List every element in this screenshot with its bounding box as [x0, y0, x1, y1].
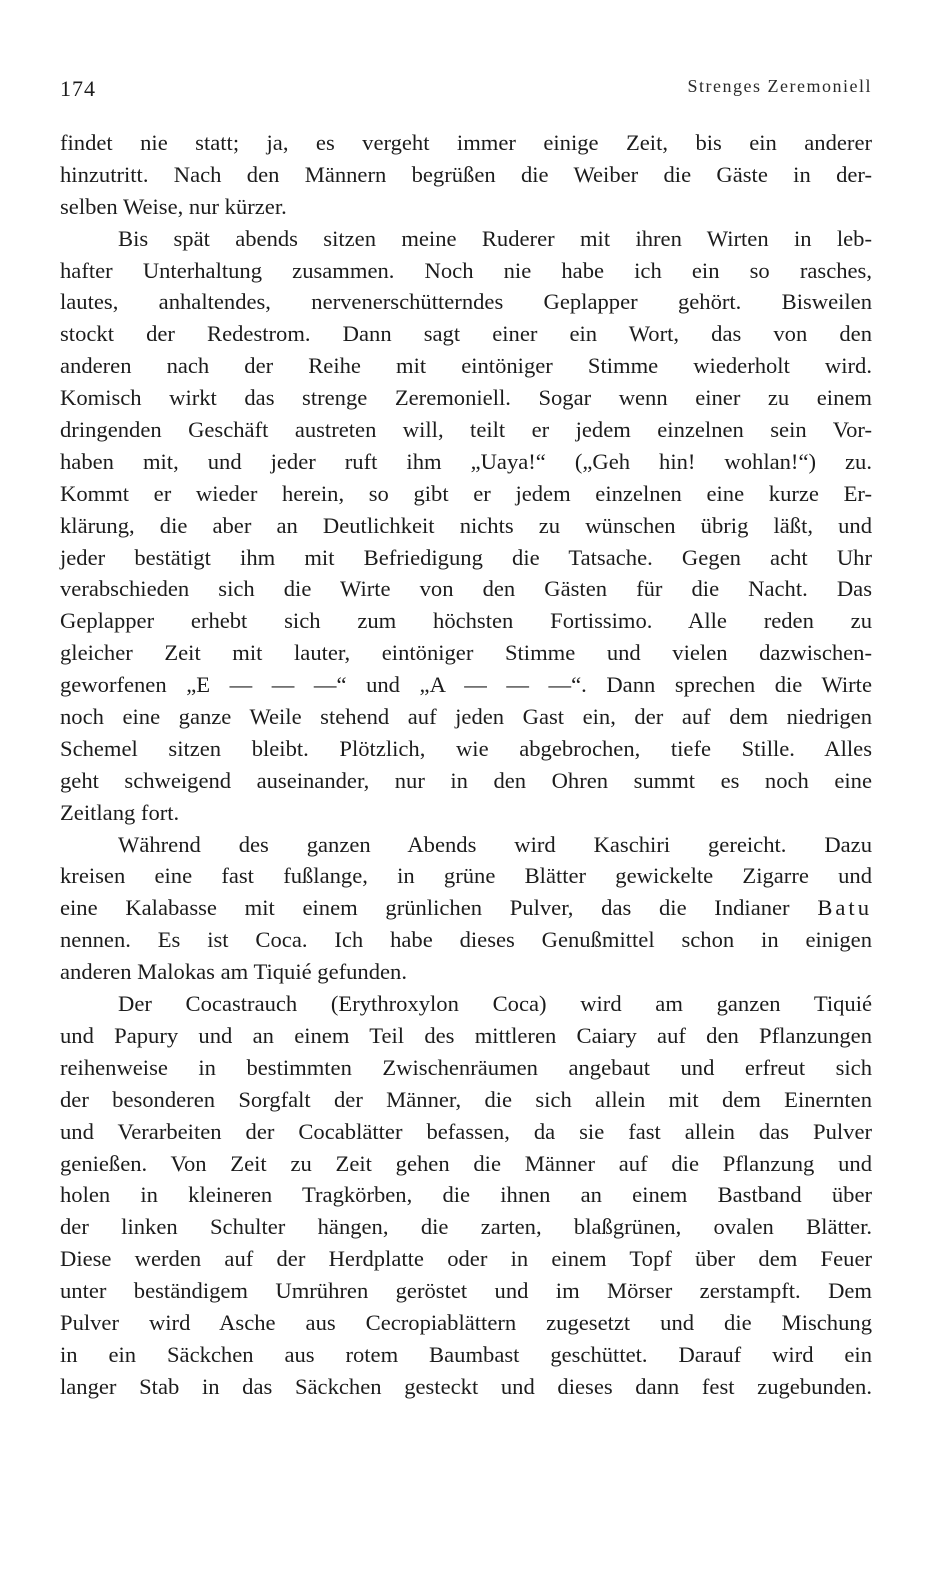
text-line: hafter Unterhaltung zusammen. Noch nie habe ich ein so rasches,	[60, 257, 872, 283]
text-line: Der Cocastrauch (Erythroxylon Coca) wird am ganzen Tiquié	[118, 991, 872, 1017]
text-line: der besonderen Sorgfalt der Männer, die sich allein mit dem Einernten	[60, 1086, 872, 1112]
text-line: findet nie statt; ja, es vergeht immer einige Zeit, bis ein anderer	[60, 130, 872, 155]
text-line: jeder bestätigt ihm mit Befriedigung die Tatsache. Gegen acht Uhr	[60, 544, 872, 570]
text-line: Pulver wird Asche aus Cecropiablättern zugesetzt und die Mischung	[60, 1309, 872, 1335]
text-line: langer Stab in das Säckchen gesteckt und dieses dann fest zugebunden.	[60, 1373, 872, 1399]
text-line: Kommt er wieder herein, so gibt er jedem einzelnen eine kurze Er-	[60, 480, 872, 506]
text-line: unter beständigem Umrühren geröstet und im Mörser zerstampft. Dem	[60, 1278, 872, 1304]
text-line: und Papury und an einem Teil des mittleren Caiary auf den Pflanzungen	[60, 1022, 872, 1048]
text-line: holen in kleineren Tragkörben, die ihnen an einem Bastband über	[60, 1182, 872, 1208]
text-line: in ein Säckchen aus rotem Baumbast geschüttet. Darauf wird ein	[60, 1341, 872, 1367]
text-line: Zeitlang fort.	[60, 799, 180, 825]
text-line: nennen. Es ist Coca. Ich habe dieses Genußmittel schon in einigen	[60, 927, 872, 953]
page-header	[60, 76, 872, 106]
spaced-term-batu: Batu	[817, 895, 872, 921]
text-line: der linken Schulter hängen, die zarten, blaßgrünen, ovalen Blätter.	[60, 1214, 872, 1240]
text-line: noch eine ganze Weile stehend auf jeden Gast ein, der auf dem niedrigen	[60, 704, 872, 730]
text-line: klärung, die aber an Deutlichkeit nichts zu wünschen übrig läßt, und	[60, 512, 872, 538]
text-line: Während des ganzen Abends wird Kaschiri gereicht. Dazu	[118, 831, 872, 857]
text-line: verabschieden sich die Wirte von den Gästen für die Nacht. Das	[60, 576, 872, 602]
running-title: Strenges Zeremoniell	[687, 76, 872, 96]
text-line: Geplapper erhebt sich zum höchsten Fortissimo. Alle reden zu	[60, 608, 872, 634]
text-line: anderen nach der Reihe mit eintöniger Stimme wiederholt wird.	[60, 353, 872, 379]
text-line: geht schweigend auseinander, nur in den Ohren summt es noch eine	[60, 767, 872, 793]
text-line: dringenden Geschäft austreten will, teilt er jedem einzelnen sein Vor-	[60, 417, 872, 443]
text-line: Diese werden auf der Herdplatte oder in einem Topf über dem Feuer	[60, 1246, 872, 1272]
text-line: haben mit, und jeder ruft ihm „Uaya!“ („Geh hin! wohlan!“) zu.	[60, 448, 872, 474]
text-line: selben Weise, nur kürzer.	[60, 193, 287, 219]
body-text	[60, 127, 872, 1403]
text-line: reihenweise in bestimmten Zwischenräumen angebaut und erfreut sich	[60, 1054, 872, 1080]
text-line: und Verarbeiten der Cocablätter befassen, da sie fast allein das Pulver	[60, 1118, 872, 1144]
text-line: Komisch wirkt das strenge Zeremoniell. Sogar wenn einer zu einem	[60, 385, 872, 411]
text-line: anderen Malokas am Tiquié gefunden.	[60, 959, 407, 985]
text-line: stockt der Redestrom. Dann sagt einer ein Wort, das von den	[60, 321, 872, 347]
page-number: 174	[60, 76, 96, 101]
text-segment: eine Kalabasse mit einem grünlichen Pulver, das die Indianer	[60, 895, 790, 921]
text-line: geworfenen „E — — —“ und „A — — —“. Dann sprechen die Wirte	[60, 672, 872, 698]
text-line: gleicher Zeit mit lauter, eintöniger Stimme und vielen dazwischen-	[60, 640, 872, 666]
text-line: hinzutritt. Nach den Männern begrüßen die Weiber die Gäste in der-	[60, 161, 872, 187]
text-line: lautes, anhaltendes, nervenerschütterndes Geplapper gehört. Bisweilen	[60, 289, 872, 315]
text-line: kreisen eine fast fußlange, in grüne Blätter gewickelte Zigarre und	[60, 863, 872, 889]
text-line: Bis spät abends sitzen meine Ruderer mit ihren Wirten in leb-	[118, 225, 872, 251]
text-line: genießen. Von Zeit zu Zeit gehen die Männer auf die Pflanzung und	[60, 1150, 872, 1176]
text-line	[60, 892, 872, 924]
text-line: Schemel sitzen bleibt. Plötzlich, wie abgebrochen, tiefe Stille. Alles	[60, 735, 872, 761]
